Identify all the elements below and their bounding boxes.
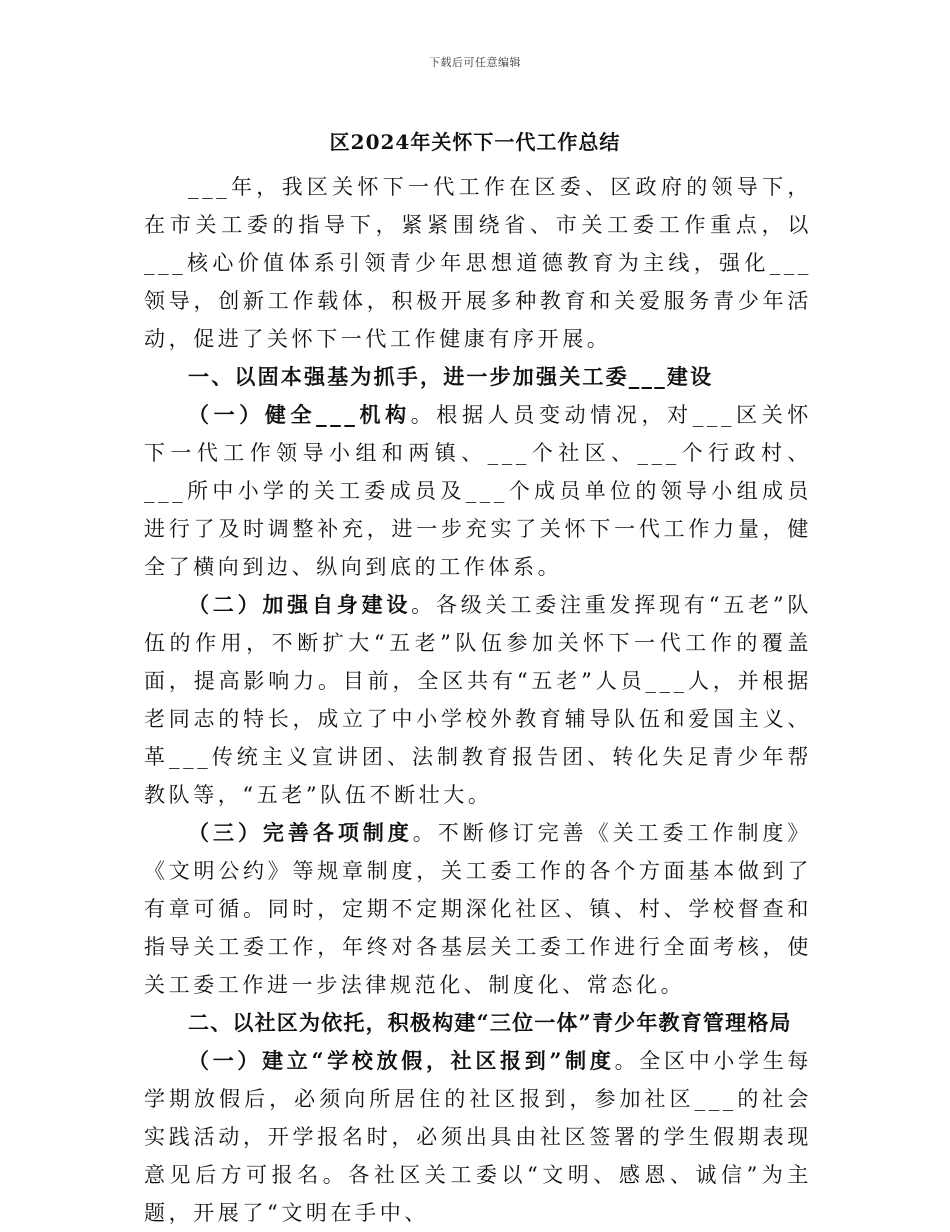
intro-paragraph: ___年，我区关怀下一代工作在区委、区政府的领导下，在市关工委的指导下，紧紧围绕省、市关工委工作重点，以___核心价值体系引领青少年思想道德教育为主线，强化___领导，创新工作载体，积极开展多种教育和关爱服务青少年活动，促进了关怀下一代工作健康有序开展。: [144, 175, 812, 351]
section-1-item-2: [144, 586, 812, 814]
document-body: [144, 168, 812, 1232]
item-label: （一）健全___机构: [188, 402, 411, 427]
section-2-heading: 二、以社区为依托，积极构建“三位一体”青少年教育管理格局: [188, 1010, 792, 1035]
item-label: （二）加强自身建设: [188, 592, 412, 617]
header-note: 下载后可任意编辑: [429, 56, 521, 69]
item-text: 。不断修订完善《关工委工作制度》《文明公约》等规章制度，关工委工作的各个方面基本做到了有章可循。同时，定期不定期深化社区、镇、村、学校督查和指导关工委工作，年终对各基层关工委工作进行全面考核，使关工委工作进一步法律规范化、制度化、常态化。: [144, 821, 812, 997]
item-text: 。各级关工委注重发挥现有“五老”队伍的作用，不断扩大“五老”队伍参加关怀下一代工作的覆盖面，提高影响力。目前，全区共有“五老”人员___人，并根据老同志的特长，成立了中小学校外教育辅导队伍和爱国主义、革___传统主义宣讲团、法制教育报告团、转化失足青少年帮教队等，“五老”队伍不断壮大。: [144, 593, 812, 807]
section-2-item-1: [144, 1042, 812, 1232]
item-text: 。全区中小学生每学期放假后，必须向所居住的社区报到，参加社区___的社会实践活动，开学报名时，必须出具由社区签署的学生假期表现意见后方可报名。各社区关工委以“文明、感恩、诚信”为主题，开展了“文明在手中、: [144, 1049, 812, 1225]
item-label: （三）完善各项制度: [188, 820, 413, 845]
section-1-heading: 一、以固本强基为抓手，进一步加强关工委___建设: [188, 364, 714, 389]
section-1-item-3: [144, 814, 812, 1004]
section-1-item-1: [144, 396, 812, 586]
item-text: 。根据人员变动情况，对___区关怀下一代工作领导小组和两镇、___个社区、___个行政村、___所中小学的关工委成员及___个成员单位的领导小组成员进行了及时调整补充，进一步充实了关怀下一代工作力量，健全了横向到边、纵向到底的工作体系。: [144, 403, 813, 579]
document-title: 区2024年关怀下一代工作总结: [329, 130, 621, 154]
item-label: （一）建立“学校放假，社区报到”制度: [188, 1048, 615, 1073]
